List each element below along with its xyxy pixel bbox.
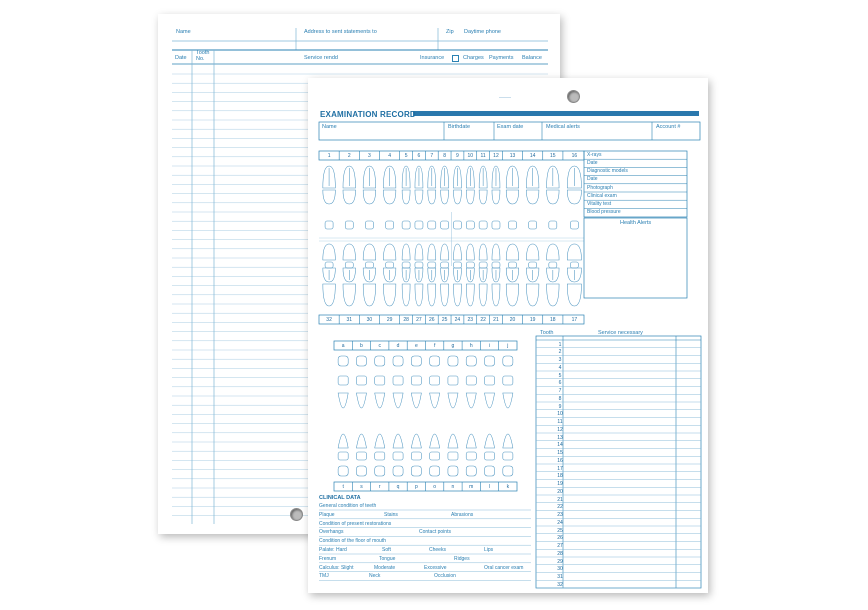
clinical-field-label: Stains (384, 511, 398, 518)
clinical-field-label: Cheeks (429, 547, 446, 553)
tooth-number: 31 (346, 317, 353, 323)
tooth-number: 3 (368, 153, 371, 159)
clinical-field-label: Oral cancer exam (484, 564, 524, 571)
primary-tooth-letter: h (469, 343, 473, 349)
tooth-number: 30 (366, 317, 373, 323)
primary-tooth-letter: l (488, 484, 491, 490)
primary-tooth-letter: n (451, 484, 455, 490)
clinical-field-label: Occlusion (434, 573, 456, 580)
tooth-number: 10 (467, 153, 474, 159)
service-row-number: 4 (558, 364, 562, 371)
service-row-number: 24 (557, 519, 563, 526)
ledger-phone-label: Daytime phone (464, 29, 501, 35)
clinical-field-label: Ridges (454, 555, 470, 562)
clinical-field-label: Soft (382, 547, 391, 553)
checklist-item: Clinical exam (587, 192, 617, 199)
tooth-number: 13 (509, 153, 516, 159)
clinical-field-label: Frenum (319, 555, 337, 562)
ledger-insurance-col: Insurance (420, 55, 445, 61)
tooth-number: 12 (493, 153, 499, 159)
tooth-number: 15 (550, 153, 556, 159)
ledger-date-col: Date (175, 55, 187, 61)
ledger-payments-col: Payments (489, 55, 514, 61)
clinical-field-label: Excessive (424, 564, 447, 571)
tooth-number: 6 (417, 153, 421, 159)
service-row-number: 27 (557, 543, 563, 550)
primary-tooth-letter: g (451, 343, 455, 349)
binder-hole (290, 508, 303, 521)
ledger-zip-label: Zip (446, 29, 454, 35)
exam-medical-alerts-label: Medical alerts (546, 124, 580, 130)
clinical-field-label: Tongue (379, 555, 396, 562)
examination-record-sheet (308, 78, 708, 593)
clinical-field-label: General condition of teeth (319, 503, 377, 509)
service-row-number: 9 (558, 403, 562, 410)
primary-tooth-letter: i (488, 343, 491, 349)
service-row-number: 20 (557, 488, 563, 495)
primary-tooth-letter: f (433, 343, 436, 349)
service-row-number: 22 (557, 504, 563, 511)
tooth-number: 1 (327, 153, 331, 159)
tooth-number: 2 (347, 153, 351, 159)
service-necessary-header: Service necessary (598, 330, 643, 336)
insurance-checkbox[interactable] (452, 55, 459, 62)
service-row-number: 26 (557, 535, 563, 542)
service-row-number: 5 (558, 372, 562, 379)
service-row-number: 13 (557, 434, 563, 441)
service-row-number: 31 (557, 574, 563, 581)
exam-record-title: EXAMINATION RECORD (320, 110, 416, 119)
tooth-number: 19 (529, 317, 536, 323)
service-row-number: 11 (557, 419, 563, 426)
service-row-number: 7 (558, 388, 562, 395)
exam-date-label: Exam date (497, 124, 524, 130)
primary-tooth-letter: o (433, 484, 437, 490)
service-row-number: 17 (557, 465, 563, 472)
clinical-field-label: Condition of the floor of mouth (319, 538, 386, 545)
service-row-number: 21 (557, 496, 563, 503)
primary-tooth-letter: s (360, 484, 363, 490)
service-row-number: 8 (558, 395, 562, 402)
clinical-field-label: Contact points (419, 529, 451, 536)
service-row-number: 12 (557, 426, 563, 433)
clinical-field-label: Overhangs (319, 529, 344, 536)
ledger-charges-col: Charges (463, 55, 484, 61)
primary-tooth-letter: q (396, 484, 400, 490)
ledger-balance-col: Balance (522, 55, 542, 61)
ledger-address-label: Address to sent statements to (304, 29, 377, 35)
primary-tooth-letter: e (414, 343, 418, 349)
service-row-number: 32 (557, 581, 563, 588)
clinical-field-label: Neck (369, 573, 381, 580)
checklist-item: Blood pressure (587, 209, 621, 216)
primary-tooth-letter: a (341, 343, 345, 349)
checklist-item: Date (587, 160, 598, 166)
health-alerts-label: Health Alerts (620, 220, 652, 226)
clinical-field-label: Calculus: Slight (319, 564, 354, 571)
tooth-number: 11 (480, 153, 486, 159)
exam-name-label: Name (322, 124, 337, 130)
clinical-data-heading: CLINICAL DATA (319, 495, 361, 501)
primary-tooth-letter: k (506, 484, 510, 490)
service-row-number: 30 (557, 566, 563, 573)
tooth-number: 14 (529, 153, 536, 159)
service-row-number: 29 (557, 558, 563, 565)
service-row-number: 23 (557, 512, 563, 519)
tooth-number: 4 (388, 153, 391, 159)
checklist-item: Date (587, 176, 598, 183)
clinical-field-label: Abrasions (451, 511, 474, 518)
ledger-name-label: Name (176, 29, 191, 35)
tooth-number: 32 (326, 317, 332, 323)
checklist-item: Photograph (587, 184, 613, 191)
tooth-number: 16 (571, 153, 578, 159)
service-row-number: 14 (557, 442, 563, 449)
service-row-number: 2 (558, 349, 562, 356)
tooth-number: 18 (550, 317, 556, 323)
tooth-number: 26 (428, 317, 435, 323)
binder-hole (567, 90, 580, 103)
primary-tooth-letter: j (507, 343, 509, 349)
exam-account-label: Account # (656, 124, 681, 130)
primary-tooth-letter: b (360, 343, 363, 349)
primary-tooth-letter: m (469, 484, 474, 490)
clinical-field-label: Condition of present restorations (319, 520, 392, 527)
tooth-number: 20 (509, 317, 516, 323)
service-row-number: 18 (557, 473, 563, 480)
tooth-number: 9 (456, 153, 459, 159)
exam-birthdate-label: Birthdate (448, 124, 471, 130)
tooth-number: 23 (467, 317, 474, 323)
service-row-number: 15 (557, 450, 563, 457)
primary-tooth-letter: t (342, 484, 344, 490)
service-row-number: 1 (558, 341, 562, 348)
clinical-field-label: TMJ (319, 573, 329, 580)
tooth-number: 5 (404, 153, 408, 159)
service-row-number: 25 (557, 527, 563, 534)
checklist-item: Diagnostic models (587, 168, 628, 175)
clinical-field-label: Palate: Hard (319, 547, 347, 553)
tooth-number: 7 (430, 153, 434, 159)
tooth-number: 27 (416, 317, 422, 323)
clinical-field-label: Plaque (319, 511, 335, 518)
tooth-number: 28 (403, 317, 409, 323)
service-row-number: 3 (558, 357, 562, 364)
primary-tooth-letter: d (396, 343, 400, 349)
service-tooth-header: Tooth (540, 330, 554, 336)
clinical-field-label: Moderate (374, 564, 396, 571)
clinical-field-label: Lips (484, 547, 494, 553)
service-row-number: 6 (558, 380, 562, 387)
ledger-service-col: Service rendd (304, 55, 338, 61)
checklist-item: Vitality test (587, 201, 612, 207)
service-row-number: 16 (557, 457, 563, 464)
tooth-number: 22 (480, 317, 486, 323)
tooth-number: 21 (493, 317, 499, 323)
tooth-number: 25 (441, 317, 448, 323)
form-number-mark: ——— (499, 94, 511, 99)
tooth-number: 17 (571, 317, 578, 323)
primary-tooth-letter: r (378, 484, 381, 490)
service-row-number: 10 (557, 411, 563, 418)
checklist-item: X-rays (587, 151, 602, 158)
tooth-number: 29 (386, 317, 393, 323)
service-row-number: 28 (557, 550, 563, 557)
primary-tooth-letter: c (378, 343, 381, 349)
ledger-tooth-col: Tooth No. (196, 50, 210, 62)
service-row-number: 19 (557, 481, 563, 488)
tooth-number: 24 (454, 317, 461, 323)
primary-tooth-letter: p (414, 484, 418, 490)
tooth-number: 8 (443, 153, 446, 159)
